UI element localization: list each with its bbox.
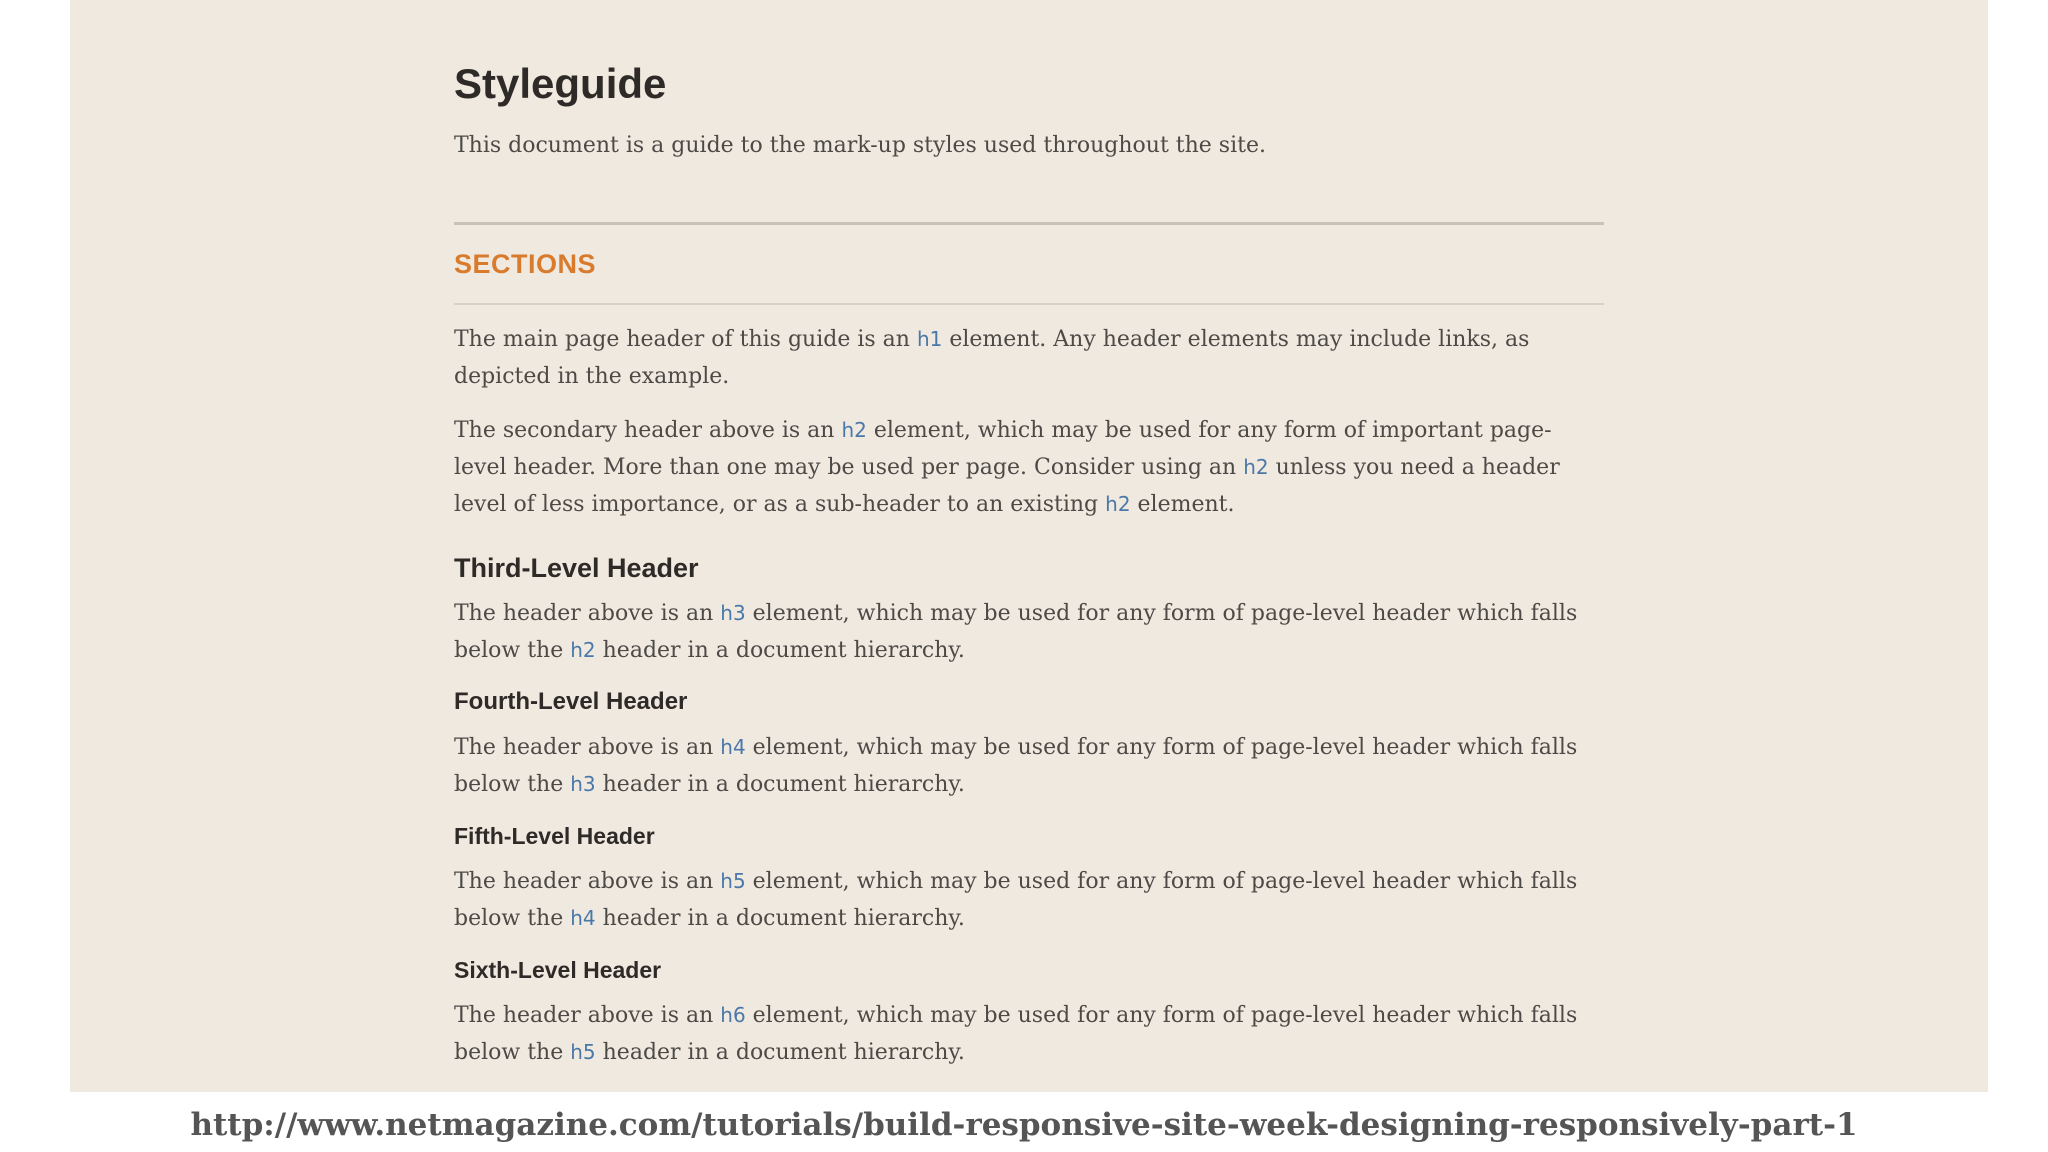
- paragraph-h3-description: [454, 595, 1604, 669]
- h5-code-link[interactable]: h5: [720, 869, 746, 893]
- text-span: The header above is an: [454, 1003, 721, 1028]
- text-span: header in a document hierarchy.: [595, 1040, 965, 1065]
- fourth-level-header: Fourth-Level Header: [454, 688, 688, 715]
- h4-code-link[interactable]: h4: [720, 735, 746, 759]
- paragraph-h4-description: [454, 729, 1604, 803]
- text-span: The header above is an: [454, 869, 721, 894]
- section-heading: SECTIONS: [454, 249, 597, 279]
- styleguide-page: [70, 0, 1988, 1092]
- styleguide-content: [454, 52, 1604, 1071]
- h1-code-link[interactable]: h1: [916, 327, 943, 351]
- h2-code-link[interactable]: h2: [570, 638, 596, 662]
- text-span: The header above is an: [454, 601, 721, 626]
- text-span: element, which may be used for any form of page-level header which falls below the: [454, 735, 1578, 797]
- paragraph-h2-description: [454, 412, 1604, 523]
- h3-code-link[interactable]: h3: [720, 601, 746, 625]
- third-level-header: Third-Level Header: [454, 553, 699, 583]
- text-span: element, which may be used for any form of page-level header which falls below the: [454, 869, 1578, 931]
- text-span: element, which may be used for any form of page-level header which falls below the: [454, 601, 1578, 663]
- paragraph-h1-description: [454, 321, 1604, 395]
- h3-code-link[interactable]: h3: [570, 772, 596, 796]
- paragraph-h6-description: [454, 997, 1604, 1071]
- text-span: The header above is an: [454, 735, 721, 760]
- h6-code-link[interactable]: h6: [720, 1003, 746, 1027]
- section-divider-bottom: [454, 303, 1604, 305]
- h2-code-link[interactable]: h2: [841, 418, 867, 442]
- text-span: header in a document hierarchy.: [595, 638, 965, 663]
- intro-text: This document is a guide to the mark-up styles used throughout the site.: [454, 133, 1266, 158]
- sixth-level-header: Sixth-Level Header: [454, 957, 662, 983]
- text-span: unless you need a header level of less importance, or as a sub-header to an existing: [454, 455, 1560, 517]
- h5-code-link[interactable]: h5: [570, 1040, 596, 1064]
- text-span: The main page header of this guide is an: [454, 327, 917, 352]
- text-span: element, which may be used for any form of important page-level header. More than one may be used per page. Consider using an: [454, 418, 1552, 480]
- page-title: Styleguide: [454, 60, 667, 107]
- text-span: element, which may be used for any form of page-level header which falls below the: [454, 1003, 1578, 1065]
- h2-code-link[interactable]: h2: [1105, 492, 1131, 516]
- text-span: header in a document hierarchy.: [595, 772, 965, 797]
- paragraph-h5-description: [454, 863, 1604, 937]
- text-span: element.: [1130, 492, 1235, 517]
- text-span: The secondary header above is an: [454, 418, 842, 443]
- text-span: element. Any header elements may include links, as depicted in the example.: [454, 327, 1530, 389]
- h4-code-link[interactable]: h4: [570, 906, 596, 930]
- fifth-level-header: Fifth-Level Header: [454, 823, 655, 849]
- h2-code-link[interactable]: h2: [1243, 455, 1269, 479]
- source-url-caption: http://www.netmagazine.com/tutorials/build-responsive-site-week-designing-responsively-part-1: [190, 1107, 1858, 1143]
- text-span: header in a document hierarchy.: [595, 906, 965, 931]
